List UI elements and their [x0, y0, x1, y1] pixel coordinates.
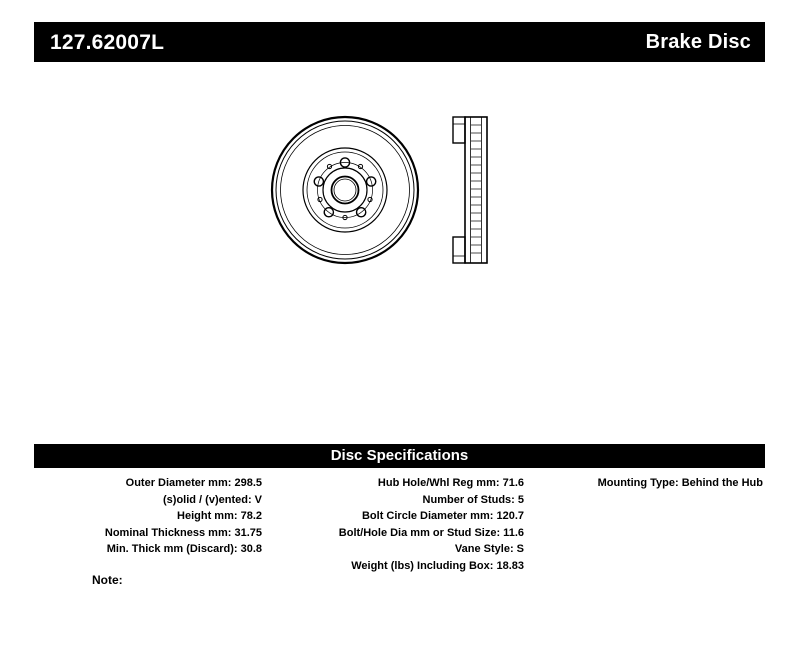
page-title: Brake Disc: [645, 31, 751, 53]
spec-line: Number of Studs: 5: [422, 493, 524, 506]
spec-columns: [34, 475, 765, 574]
spec-column-middle: [266, 475, 528, 574]
brake-rotor-side-section-view: [453, 117, 487, 263]
note-label: Note:: [92, 573, 123, 587]
spec-line: (s)olid / (v)ented: V: [163, 493, 262, 506]
disc-specifications: [34, 444, 765, 574]
spec-line: Mounting Type: Behind the Hub: [597, 477, 763, 489]
spec-line: Bolt Circle Diameter mm: 120.7: [361, 510, 524, 522]
spec-section-title: Disc Specifications: [34, 444, 765, 468]
spec-column-left: [34, 475, 266, 574]
spec-line: Height mm: 78.2: [177, 510, 262, 522]
spec-column-right: [528, 475, 765, 574]
spec-line: Outer Diameter mm: 298.5: [125, 477, 262, 489]
spec-line: Bolt/Hole Dia mm or Stud Size: 11.6: [338, 526, 524, 539]
brake-rotor-front-view: [272, 117, 418, 263]
product-drawing: [250, 95, 550, 285]
spec-line: Nominal Thickness mm: 31.75: [104, 526, 262, 539]
part-number: 127.62007L: [50, 30, 165, 54]
spec-line: Min. Thick mm (Discard): 30.8: [106, 543, 262, 555]
spec-line: Hub Hole/Whl Reg mm: 71.6: [377, 477, 524, 489]
spec-line: Weight (lbs) Including Box: 18.83: [351, 559, 524, 572]
header-bar: [34, 22, 765, 62]
spec-line: Vane Style: S: [454, 543, 524, 555]
